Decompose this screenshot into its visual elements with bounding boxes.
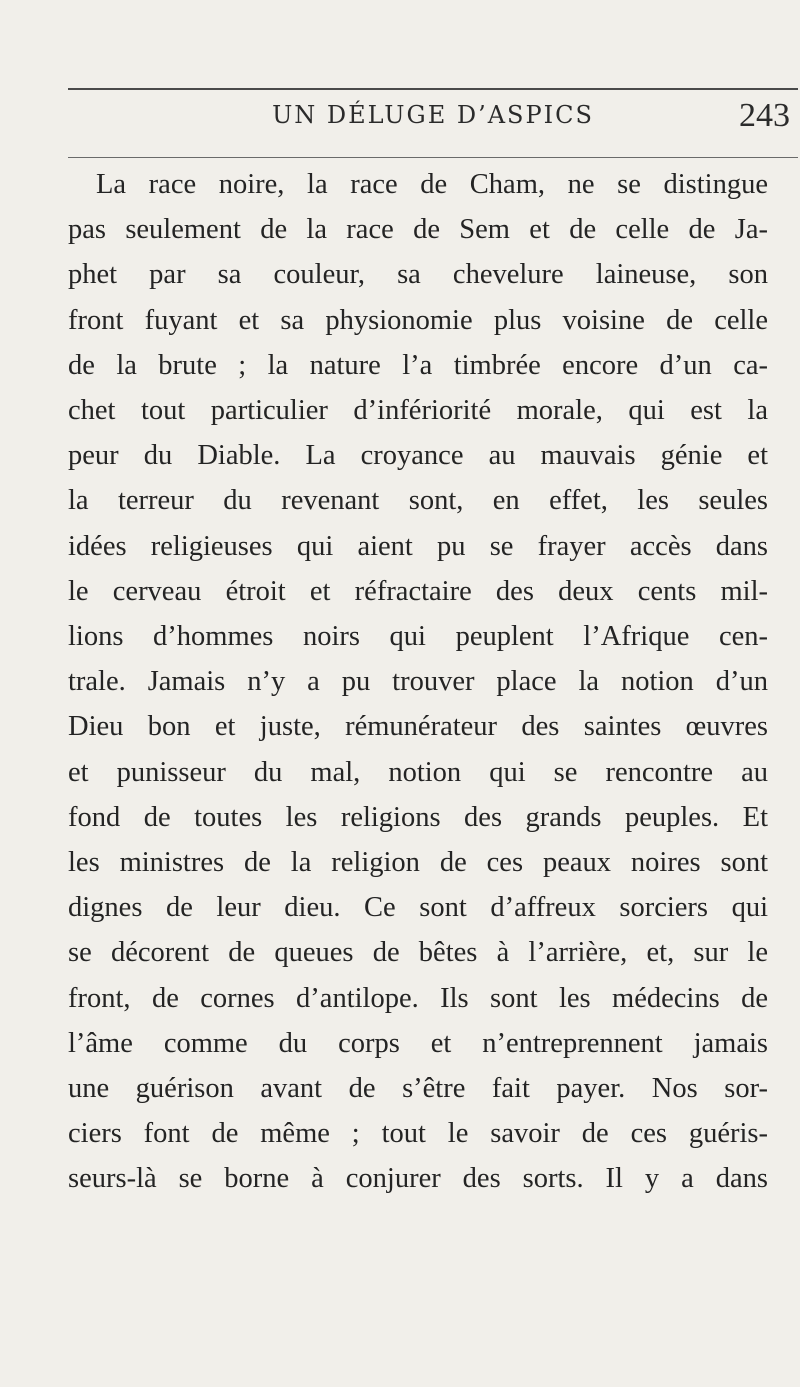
text-line: se décorent de queues de bêtes à l’arrière, et, sur le — [68, 937, 768, 969]
text-line: et punisseur du mal, notion qui se rencontre au — [68, 756, 768, 788]
text-line: chet tout particulier d’infériorité morale, qui est la — [68, 395, 768, 427]
running-title: UN DÉLUGE D’ASPICS — [272, 101, 594, 129]
text-line: fond de toutes les religions des grands peuples. Et — [68, 801, 768, 833]
text-line: phet par sa couleur, sa chevelure laineuse, son — [68, 259, 768, 291]
page-number: 243 — [739, 97, 790, 134]
text-line: idées religieuses qui aient pu se frayer accès dans — [68, 530, 768, 562]
text-line: La race noire, la race de Cham, ne se distingue — [96, 169, 768, 200]
header-rule-bottom — [68, 157, 798, 158]
body-text — [68, 162, 768, 1202]
text-line: l’âme comme du corps et n’entreprennent jamais — [68, 1027, 768, 1059]
text-line: de la brute ; la nature l’a timbrée encore d’un ca- — [68, 349, 768, 381]
text-line: dignes de leur dieu. Ce sont d’affreux sorciers qui — [68, 892, 768, 924]
text-line: ciers font de même ; tout le savoir de ces guéris- — [68, 1118, 768, 1150]
text-line: seurs-là se borne à conjurer des sorts. Il y a dans — [68, 1163, 768, 1195]
text-line: pas seulement de la race de Sem et de celle de Ja- — [68, 214, 768, 246]
text-line: les ministres de la religion de ces peaux noires sont — [68, 847, 768, 879]
text-line: lions d’hommes noirs qui peuplent l’Afrique cen- — [68, 621, 768, 653]
running-head — [68, 95, 798, 145]
text-line: la terreur du revenant sont, en effet, les seules — [68, 485, 768, 517]
text-line: peur du Diable. La croyance au mauvais génie et — [68, 440, 768, 472]
text-line: une guérison avant de s’être fait payer. Nos sor- — [68, 1073, 768, 1105]
header-rule-top — [68, 88, 798, 90]
text-line: Dieu bon et juste, rémunérateur des saintes œuvres — [68, 711, 768, 743]
text-line: le cerveau étroit et réfractaire des deux cents mil- — [68, 575, 768, 607]
text-line: front fuyant et sa physionomie plus voisine de celle — [68, 304, 768, 336]
text-line: trale. Jamais n’y a pu trouver place la notion d’un — [68, 666, 768, 698]
text-line: front, de cornes d’antilope. Ils sont les médecins de — [68, 982, 768, 1014]
